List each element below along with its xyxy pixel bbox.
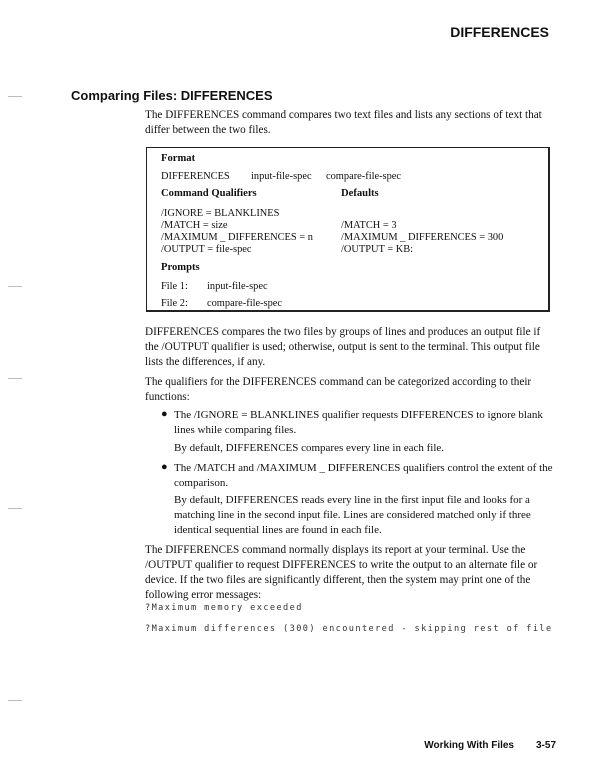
prompt-value: compare-file-spec bbox=[207, 298, 282, 309]
margin-mark bbox=[8, 700, 22, 701]
prompts-heading: Prompts bbox=[161, 262, 200, 273]
footer-page-number: 3-57 bbox=[535, 740, 556, 751]
margin-mark bbox=[8, 508, 22, 509]
bullet-icon: ● bbox=[161, 408, 168, 420]
prompt-label: File 2: bbox=[161, 298, 188, 309]
bullet-note: By default, DIFFERENCES reads every line in the first input file and looks for a matching line in the second input file. Lines are considered matched only if three identical sequential lines are found in each file. bbox=[174, 494, 531, 536]
error-message: ?Maximum differences (300) encountered - skipping rest of file bbox=[145, 624, 553, 634]
bullet-note: By default, DIFFERENCES compares every line in each file. bbox=[174, 442, 445, 454]
paragraph-qualifiers-intro: The qualifiers for the DIFFERENCES command can be categorized according to their functions: bbox=[145, 376, 532, 403]
qualifier-default: /MATCH = 3 bbox=[341, 220, 397, 231]
qualifiers-heading: Command Qualifiers bbox=[161, 188, 257, 199]
qualifier-name: /MATCH = size bbox=[161, 220, 228, 231]
qualifier-default: /MAXIMUM _ DIFFERENCES = 300 bbox=[341, 232, 504, 243]
intro-paragraph: The DIFFERENCES command compares two text files and lists any sections of text that differ between the two files. bbox=[145, 109, 542, 136]
format-heading: Format bbox=[161, 153, 196, 164]
bullet-item: The /IGNORE = BLANKLINES qualifier requests DIFFERENCES to ignore blank lines while comparing files. bbox=[174, 409, 543, 436]
qualifier-name: /IGNORE = BLANKLINES bbox=[161, 208, 280, 219]
format-param-2: compare-file-spec bbox=[326, 171, 401, 182]
error-message: ?Maximum memory exceeded bbox=[145, 603, 303, 613]
format-command: DIFFERENCES bbox=[161, 171, 230, 182]
paragraph-output: The DIFFERENCES command normally displays its report at your terminal. Use the /OUTPUT qualifier to request DIFFERENCES to write the output to an alternate file or device. If the two files are significantly different, then the system may print one of the following error messages: bbox=[145, 544, 538, 601]
margin-mark bbox=[8, 378, 22, 379]
margin-mark bbox=[8, 96, 22, 97]
paragraph-description: DIFFERENCES compares the two files by groups of lines and produces an output file if the /OUTPUT qualifier is used; otherwise, output is sent to the terminal. This output file lists the differences, if any. bbox=[145, 326, 541, 368]
bullet-item: The /MATCH and /MAXIMUM _ DIFFERENCES qualifiers control the extent of the comparison. bbox=[174, 462, 553, 489]
bullet-icon: ● bbox=[161, 461, 168, 473]
margin-mark bbox=[8, 286, 22, 287]
qualifier-name: /MAXIMUM _ DIFFERENCES = n bbox=[161, 232, 313, 243]
format-box bbox=[146, 147, 550, 312]
qualifier-name: /OUTPUT = file-spec bbox=[161, 244, 252, 255]
format-param-1: input-file-spec bbox=[251, 171, 312, 182]
prompt-value: input-file-spec bbox=[207, 281, 268, 292]
prompt-label: File 1: bbox=[161, 281, 188, 292]
page-header-title: DIFFERENCES bbox=[450, 24, 549, 40]
defaults-heading: Defaults bbox=[341, 188, 379, 199]
qualifier-default: /OUTPUT = KB: bbox=[341, 244, 414, 255]
section-title: Comparing Files: DIFFERENCES bbox=[71, 88, 273, 103]
footer-title: Working With Files bbox=[424, 740, 514, 751]
